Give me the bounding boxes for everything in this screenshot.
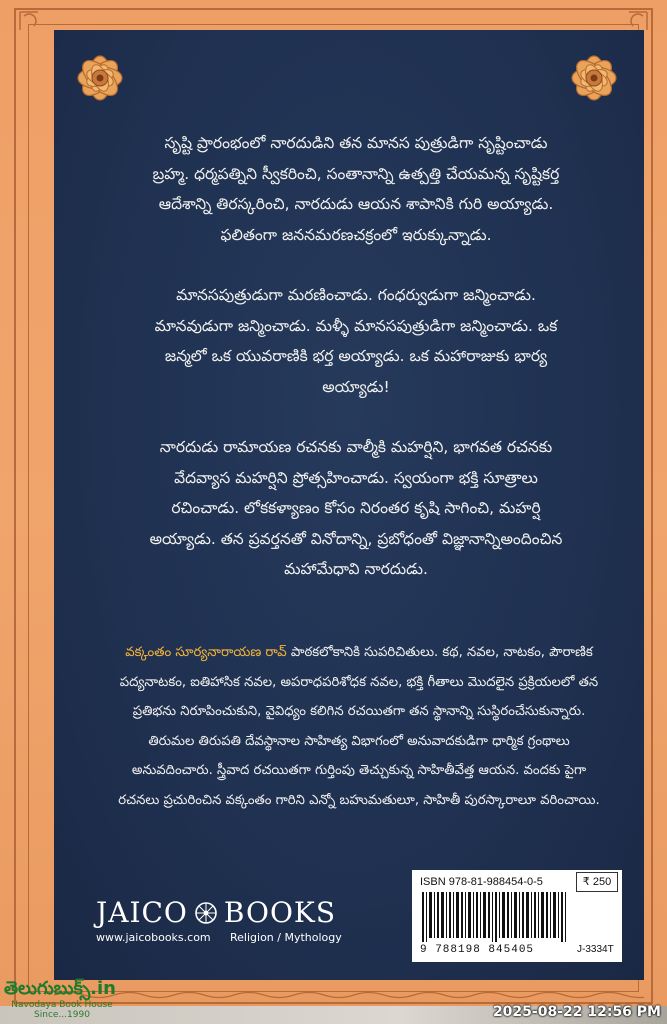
blurb-line: సృష్టి ప్రారంభంలో నారదుడిని తన మానస పుత్రుడిగా సృష్టించాడు [164, 134, 548, 152]
blurb-line: మహామేధావి నారదుడు. [284, 560, 428, 578]
corner-ornament-top-right [627, 10, 649, 32]
flower-ornament-right [554, 38, 634, 118]
barcode-box [412, 870, 622, 962]
watermark-brand: తెలుగుబుక్స్.in [4, 978, 116, 999]
flower-ornament-left [60, 38, 140, 118]
watermark-subtitle [6, 1000, 118, 1020]
price-tag: ₹ 250 [576, 872, 618, 892]
publisher-logo [96, 896, 336, 929]
bio-line [80, 638, 638, 668]
blurb-paragraph-3 [80, 432, 632, 585]
dharma-wheel-icon [194, 901, 218, 925]
catalog-code: J-3334T [577, 944, 614, 955]
photo-timestamp: 2025-08-22 12:56 PM [492, 1004, 661, 1020]
barcode-icon [422, 892, 572, 942]
bottom-ornament-band [54, 990, 644, 1000]
blurb-line: జన్మలో ఒక యువరాణికి భర్త అయ్యాడు. ఒక మహారాజుకు భార్య [164, 347, 548, 365]
author-name: వక్కంతం సూర్యనారాయణ రావ్ [125, 645, 287, 660]
blurb-line: ఫలితంగా జననమరణచక్రంలో ఇరుక్కున్నాడు. [220, 225, 492, 244]
publisher-url: www.jaicobooks.com [96, 931, 211, 944]
blurb-line: అయ్యాడు! [322, 377, 390, 396]
genre-label: Religion / Mythology [230, 931, 342, 944]
publisher-name-left: JAICO [96, 896, 188, 929]
blurb-line: వేదవ్యాస మహర్షిని ప్రోత్సహించాడు. స్వయంగా భక్తి సూత్రాలు [174, 468, 538, 487]
bio-line: అనువదించారు. స్త్రీవాద రచయితగా గుర్తింపు తెచ్చుకున్న సాహితీవేత్త ఆయన. వందకు పైగా [131, 763, 587, 778]
blurb-line: మానసపుత్రుడుగా మరణించాడు. గంధర్వుడుగా జన్మించాడు. [176, 286, 536, 304]
blurb-line: రచించాడు. లోకకళ్యాణం కోసం నిరంతర కృషి సాగించి, మహర్షి [171, 499, 541, 517]
bio-line: తిరుమల తిరుపతి దేవస్థానాల సాహిత్య విభాగంలో అనువాదకుడిగా ధార్మిక గ్రంథాలు [148, 733, 570, 749]
blurb-line: మానవుడుగా జన్మించాడు. మళ్ళీ మానసపుత్రుడిగా జన్మించాడు. ఒక [154, 316, 558, 335]
watermark-sub-line: Navodaya Book House [11, 1000, 113, 1010]
bio-line-text: పాఠకలోకానికి సుపరిచితులు. కథ, నవల, నాటకం, పౌరాణిక [286, 645, 593, 660]
publisher-name-right: BOOKS [223, 896, 336, 929]
watermark-sub-line: Since...1990 [34, 1010, 90, 1020]
bio-line: రచనలు ప్రచురించిన వక్కంతం గారిని ఎన్నో బహుమతులూ, సాహితీ పురస్కారాలూ వరించాయి. [118, 792, 600, 808]
isbn-text: ISBN 978-81-988454-0-5 [420, 876, 543, 888]
blurb-line: అయ్యాడు. తన ప్రవర్తనతో వినోదాన్ని, ప్రబోధంతో విజ్ఞానాన్నిఅందించిన [149, 529, 563, 548]
bio-line: పద్యనాటకం, ఐతిహాసిక నవల, అపరాధపరిశోధక నవల, భక్తి గీతాలు మొదలైన ప్రక్రియలలో తన [119, 674, 599, 690]
blurb-line: ఆదేశాన్ని తిరస్కరించి, నారదుడు ఆయన శాపానికి గురి అయ్యాడు. [158, 195, 554, 213]
author-bio [80, 638, 638, 815]
bio-line: ప్రతిభను నిరూపించుకుని, వైవిధ్యం కలిగిన రచయితగా తన స్థానాన్ని సుస్థిరంచేసుకున్నారు. [132, 704, 586, 719]
blurb-line: నారదుడు రామాయణ రచనకు వాల్మీకి మహర్షిని, భాగవత రచనకు [159, 438, 553, 456]
corner-ornament-top-left [18, 10, 40, 32]
blurb-line: బ్రహ్మ. ధర్మపత్నిని స్వీకరించి, సంతానాన్ని ఉత్పత్తి చేయమన్న సృష్టికర్త [152, 164, 560, 183]
blurb-paragraph-1 [80, 128, 632, 250]
blurb-paragraph-2 [80, 280, 632, 402]
barcode-number: 9 788198 845405 [420, 944, 535, 956]
